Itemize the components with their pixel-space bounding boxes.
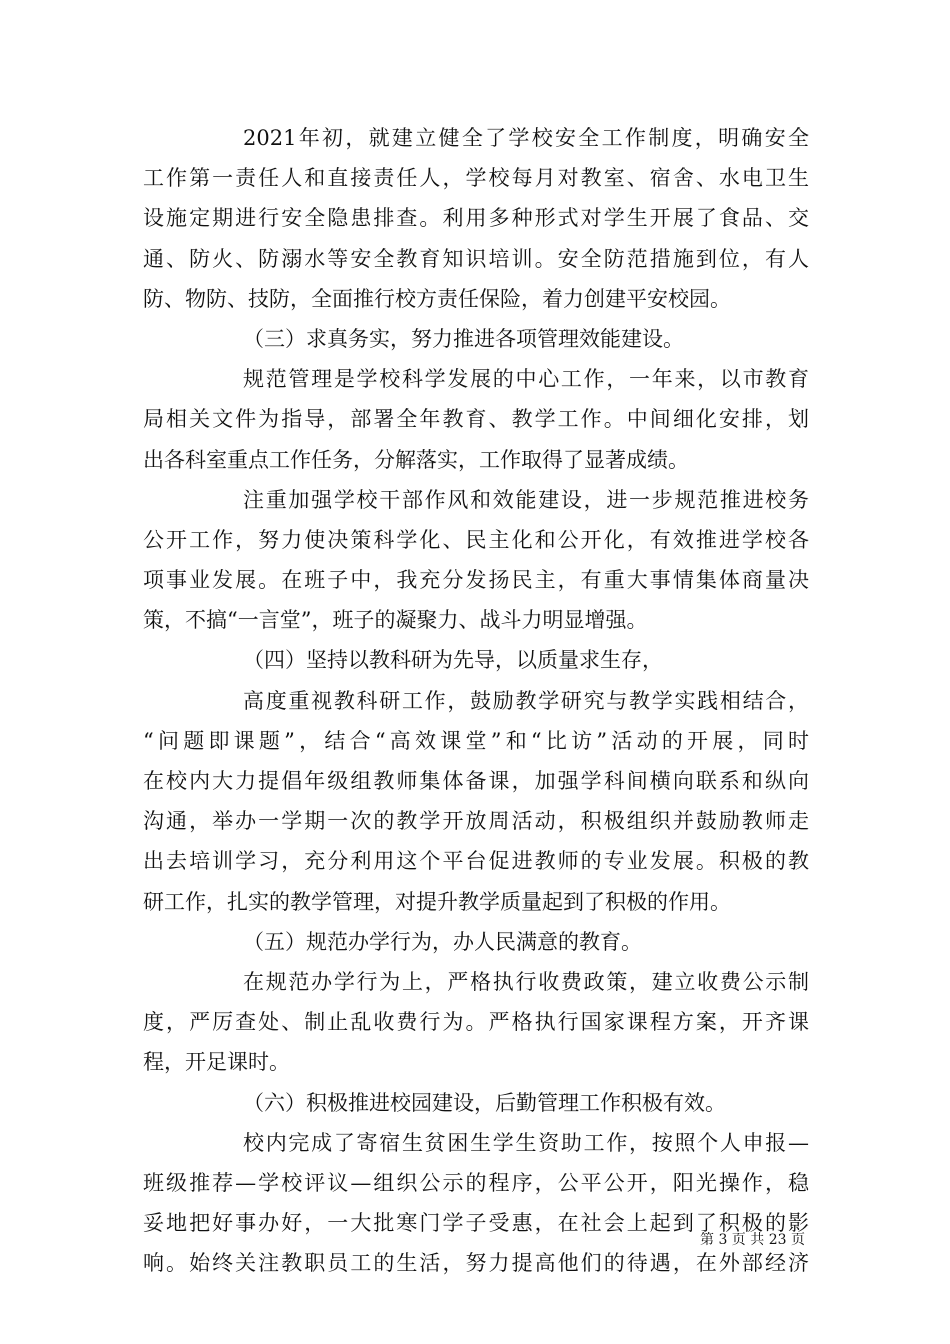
paragraph-line: 出去培训学习，充分利用这个平台促进教师的专业发展。积极的教	[143, 849, 809, 874]
paragraph-line: 校内完成了寄宿生贫困生学生资助工作，按照个人申报—	[243, 1130, 809, 1155]
paragraph-line: 班级推荐—学校评议—组织公示的程序，公平公开，阳光操作，稳	[143, 1170, 809, 1195]
paragraph-line: 高度重视教科研工作，鼓励教学研究与教学实践相结合，	[243, 688, 809, 713]
paragraph-line: 响。始终关注教职员工的生活，努力提高他们的待遇，在外部经济	[143, 1251, 809, 1276]
paragraph-line: 项事业发展。在班子中，我充分发扬民主，有重大事情集体商量决	[143, 568, 809, 593]
paragraph-line: “问题即课题”，结合“高效课堂”和“比访”活动的开展，同时	[143, 728, 809, 753]
section-heading: （六）积极推进校园建设，后勤管理工作积极有效。	[243, 1090, 726, 1115]
paragraph-line: 防、物防、技防，全面推行校方责任保险，着力创建平安校园。	[143, 286, 731, 311]
paragraph-line: 沟通，举办一学期一次的教学开放周活动，积极组织并鼓励教师走	[143, 809, 809, 834]
section-heading: （四）坚持以教科研为先导，以质量求生存，	[243, 648, 663, 673]
paragraph-line: 通、防火、防溺水等安全教育知识培训。安全防范措施到位，有人	[143, 246, 809, 271]
document-body	[143, 118, 809, 1283]
section-heading: （五）规范办学行为，办人民满意的教育。	[243, 929, 642, 954]
paragraph-line: 工作第一责任人和直接责任人，学校每月对教室、宿舍、水电卫生	[143, 166, 809, 191]
paragraph-line: 局相关文件为指导，部署全年教育、教学工作。中间细化安排，划	[143, 407, 809, 432]
paragraph-line: 策，不搞“一言堂”，班子的凝聚力、战斗力明显增强。	[143, 608, 648, 633]
section-heading: （三）求真务实，努力推进各项管理效能建设。	[243, 326, 684, 351]
page-number: 第 3 页 共 23 页	[700, 1232, 805, 1248]
paragraph-line: 公开工作，努力使决策科学化、民主化和公开化，有效推进学校各	[143, 527, 809, 552]
paragraph-line: 注重加强学校干部作风和效能建设，进一步规范推进校务	[243, 487, 809, 512]
paragraph-line: 研工作，扎实的教学管理，对提升教学质量起到了积极的作用。	[143, 889, 731, 914]
paragraph-line: 妥地把好事办好，一大批寒门学子受惠，在社会上起到了积极的影	[143, 1211, 809, 1236]
paragraph-line: 出各科室重点工作任务，分解落实，工作取得了显著成绩。	[143, 447, 689, 472]
paragraph-line: 规范管理是学校科学发展的中心工作，一年来，以市教育	[243, 367, 809, 392]
paragraph-line: 在校内大力提倡年级组教师集体备课，加强学科间横向联系和纵向	[143, 769, 809, 793]
paragraph-line: 2021年初，就建立健全了学校安全工作制度，明确安全	[243, 126, 809, 150]
paragraph-line: 设施定期进行安全隐患排查。利用多种形式对学生开展了食品、交	[143, 206, 809, 231]
paragraph-line: 度，严厉查处、制止乱收费行为。严格执行国家课程方案，开齐课	[143, 1010, 809, 1035]
paragraph-line: 程，开足课时。	[143, 1050, 290, 1075]
paragraph-line: 在规范办学行为上，严格执行收费政策，建立收费公示制	[243, 969, 809, 994]
